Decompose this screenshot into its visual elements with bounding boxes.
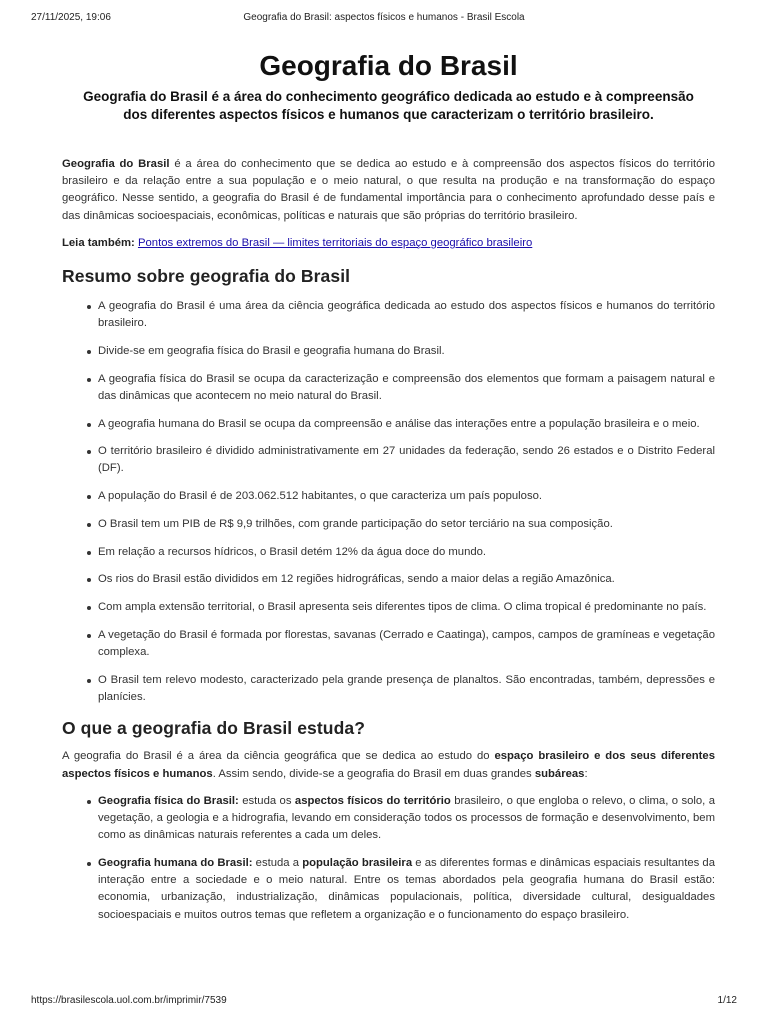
print-header <box>31 10 737 26</box>
leia-link[interactable]: Pontos extremos do Brasil — limites territoriais do espaço geográfico brasileiro <box>137 236 533 249</box>
list-item: A geografia do Brasil é uma área da ciência geográfica dedicada ao estudo dos aspectos físicos e humanos do território brasileiro. <box>62 298 715 332</box>
leia-label: Leia também: <box>62 236 135 249</box>
print-page-title: Geografia do Brasil: aspectos físicos e humanos - Brasil Escola <box>243 12 525 23</box>
print-url: https://brasilescola.uol.com.br/imprimir/7539 <box>31 995 227 1006</box>
list-item: Em relação a recursos hídricos, o Brasil detém 12% da água doce do mundo. <box>62 544 715 561</box>
list-item-geografia-fisica <box>62 793 715 845</box>
estuda-text-1: A geografia do Brasil é a área da ciência geográfica que se dedica ao estudo do <box>62 750 495 763</box>
list-item: A geografia humana do Brasil se ocupa da compreensão e análise das interações entre a população brasileira e o meio. <box>62 416 715 433</box>
article-subtitle: Geografia do Brasil é a área do conhecimento geográfico dedicada ao estudo e à compreensão dos diferentes aspectos físicos e humanos que caracterizam o território brasileiro. <box>83 89 694 122</box>
print-footer <box>31 993 737 1009</box>
list-item: Os rios do Brasil estão divididos em 12 regiões hidrográficas, sendo a maior delas a região Amazônica. <box>62 571 715 588</box>
estuda-paragraph <box>62 748 715 782</box>
fisica-label: Geografia física do Brasil: <box>98 794 239 807</box>
list-item: A geografia física do Brasil se ocupa da caracterização e compreensão dos elementos que formam a paisagem natural e das dinâmicas que acontecem no meio natural do Brasil. <box>62 371 715 405</box>
list-item-geografia-humana <box>62 855 715 924</box>
leia-tambem <box>62 235 715 252</box>
subareas-list <box>62 793 715 924</box>
resumo-list <box>62 298 715 706</box>
humana-label: Geografia humana do Brasil: <box>98 856 253 869</box>
intro-bold: Geografia do Brasil <box>62 158 170 170</box>
humana-text-2: e as diferentes formas e dinâmicas espaciais resultantes da interação entre a sociedade e o meio natural. Entre os temas abordados pela geografia humana do Brasil estão: economia, urbanização, industrialização, dinâmicas populacionais, política, diversidade cultural, desigualdades socioespaciais e muitos outros temas que refletem a organização e o funcionamento do espaço brasileiro. <box>98 856 715 921</box>
estuda-bold-1: espaço brasileiro e dos seus diferentes aspectos físicos e humanos <box>62 750 715 780</box>
fisica-text-1: estuda os <box>238 794 295 807</box>
list-item: A população do Brasil é de 203.062.512 habitantes, o que caracteriza um país populoso. <box>62 488 715 505</box>
resumo-heading: Resumo sobre geografia do Brasil <box>62 266 351 287</box>
list-item: Divide-se em geografia física do Brasil e geografia humana do Brasil. <box>62 343 715 360</box>
print-date: 27/11/2025, 19:06 <box>31 12 111 23</box>
list-item: O território brasileiro é dividido administrativamente em 27 unidades da federação, sendo 26 estados e o Distrito Federal (DF). <box>62 443 715 477</box>
fisica-text-2: brasileiro, o que engloba o relevo, o clima, o solo, a vegetação, a geologia e a hidrografia, levando em consideração todos os processos de formação e desenvolvimento, bem como as dinâmicas naturais referentes a cada um deles. <box>98 794 715 842</box>
list-item: Com ampla extensão territorial, o Brasil apresenta seis diferentes tipos de clima. O clima tropical é predominante no país. <box>62 599 715 616</box>
estuda-heading: O que a geografia do Brasil estuda? <box>62 718 366 739</box>
article <box>62 48 715 934</box>
list-item: O Brasil tem relevo modesto, caracterizado pela grande presença de planaltos. São encontradas, também, depressões e planícies. <box>62 672 715 706</box>
fisica-bold: aspectos físicos do território <box>294 794 451 807</box>
intro-paragraph <box>62 156 715 225</box>
page-number: 1/12 <box>717 995 737 1006</box>
estuda-bold-2: subáreas <box>534 767 585 780</box>
humana-bold: população brasileira <box>302 856 413 869</box>
estuda-text-3: : <box>584 767 588 780</box>
list-item: O Brasil tem um PIB de R$ 9,9 trilhões, com grande participação do setor terciário na sua composição. <box>62 516 715 533</box>
humana-text-1: estuda a <box>252 856 303 869</box>
estuda-text-2: . Assim sendo, divide-se a geografia do Brasil em duas grandes <box>212 767 535 780</box>
list-item: A vegetação do Brasil é formada por florestas, savanas (Cerrado e Caatinga), campos, campos de gramíneas e vegetação complexa. <box>62 627 715 661</box>
intro-text: é a área do conhecimento que se dedica ao estudo e à compreensão dos aspectos físicos do território brasileiro e da relação entre a sua população e o meio natural, o que resulta na produção e na transformação do espaço geográfico. Nesse sentido, a geografia do Brasil é de fundamental importância para o conhecimento aprofundado desse país e das dinâmicas socioespaciais, econômicas, políticas e naturais que são próprias do território brasileiro. <box>62 158 715 222</box>
article-title: Geografia do Brasil <box>259 50 518 81</box>
